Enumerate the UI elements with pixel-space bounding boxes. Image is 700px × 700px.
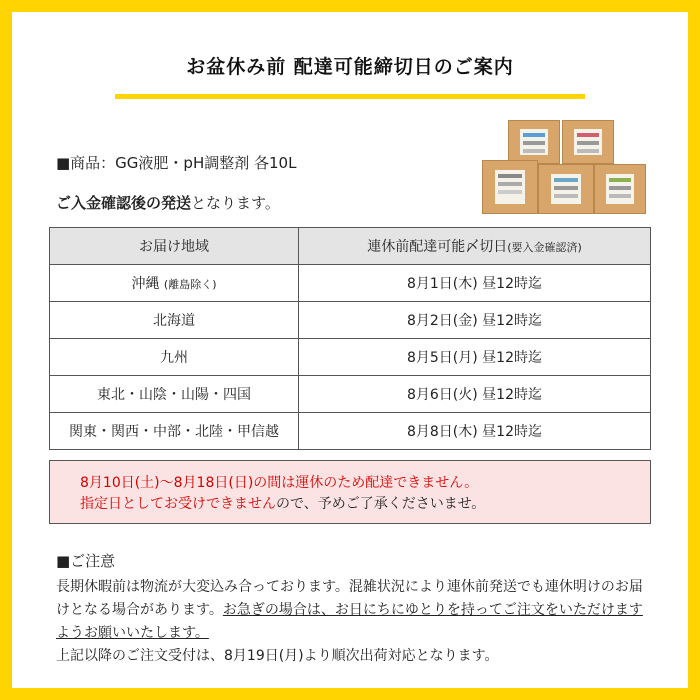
- area-cell: [50, 265, 299, 302]
- alert-line-2-rest: ので、予めご了承くださいませ。: [276, 496, 486, 512]
- table-row: [50, 265, 651, 302]
- caution-paragraph-2: 上記以降のご注文受付は、8月19日(月)より順次出荷対応となります。: [56, 648, 499, 664]
- product-boxes-image: [478, 116, 650, 216]
- product-box: [538, 164, 594, 214]
- table-header-row: [50, 228, 651, 265]
- table-row: [50, 302, 651, 339]
- title-underline: [115, 94, 585, 99]
- deadline-cell: 8月8日(木) 昼12時迄: [299, 413, 651, 450]
- deadline-cell: 8月6日(火) 昼12時迄: [299, 376, 651, 413]
- caution-p1-plain: 長期休暇前は物流が大変込み合っております。混雑状況により連休前発送でも連休明けのお届けとなる場合があります。: [56, 579, 643, 618]
- table-row: [50, 339, 651, 376]
- deadline-cell: 8月5日(月) 昼12時迄: [299, 339, 651, 376]
- deadline-cell: 8月1日(木) 昼12時迄: [299, 265, 651, 302]
- deadline-cell: 8月2日(金) 昼12時迄: [299, 302, 651, 339]
- table-row: [50, 413, 651, 450]
- product-box: [508, 120, 560, 164]
- product-box: [594, 164, 646, 214]
- caution-p1-underline: お急ぎの場合は、お日にちにゆとりを持ってご注文をいただけますようお願いいたします。: [56, 602, 643, 641]
- shipping-notice-rest: となります。: [191, 194, 280, 212]
- product-box: [562, 120, 614, 164]
- shipping-notice: [56, 192, 280, 213]
- alert-line-2: [80, 494, 650, 515]
- area-cell: 関東・関西・中部・北陸・甲信越: [50, 413, 299, 450]
- area-name: 沖縄: [131, 276, 160, 292]
- area-cell: 九州: [50, 339, 299, 376]
- area-note: (離島除く): [163, 278, 217, 291]
- caution-text: [56, 576, 656, 668]
- area-cell: 東北・山陰・山陽・四国: [50, 376, 299, 413]
- caution-heading: ■ご注意: [56, 552, 116, 570]
- header-deadline-label: 連休前配達可能〆切日: [367, 239, 508, 255]
- header-area: お届け地域: [50, 228, 299, 265]
- alert-line-1: 8月10日(土)〜8月18日(日)の間は運休のため配達できません。: [80, 475, 479, 491]
- page-title: お盆休み前 配達可能締切日のご案内: [186, 56, 514, 78]
- caution-paragraph-1: [56, 576, 656, 645]
- product-line: ■商品：GG液肥・pH調整剤 各10L: [56, 154, 297, 172]
- shipping-notice-bold: ご入金確認後の発送: [56, 194, 192, 212]
- header-deadline: [299, 228, 651, 265]
- product-box: [482, 160, 538, 214]
- area-cell: 北海道: [50, 302, 299, 339]
- table-row: [50, 376, 651, 413]
- alert-line-2-red: 指定日としてお受けできません: [80, 496, 276, 512]
- closure-alert: [49, 460, 651, 524]
- header-deadline-note: (要入金確認済): [507, 241, 582, 254]
- deadline-table: [49, 227, 651, 450]
